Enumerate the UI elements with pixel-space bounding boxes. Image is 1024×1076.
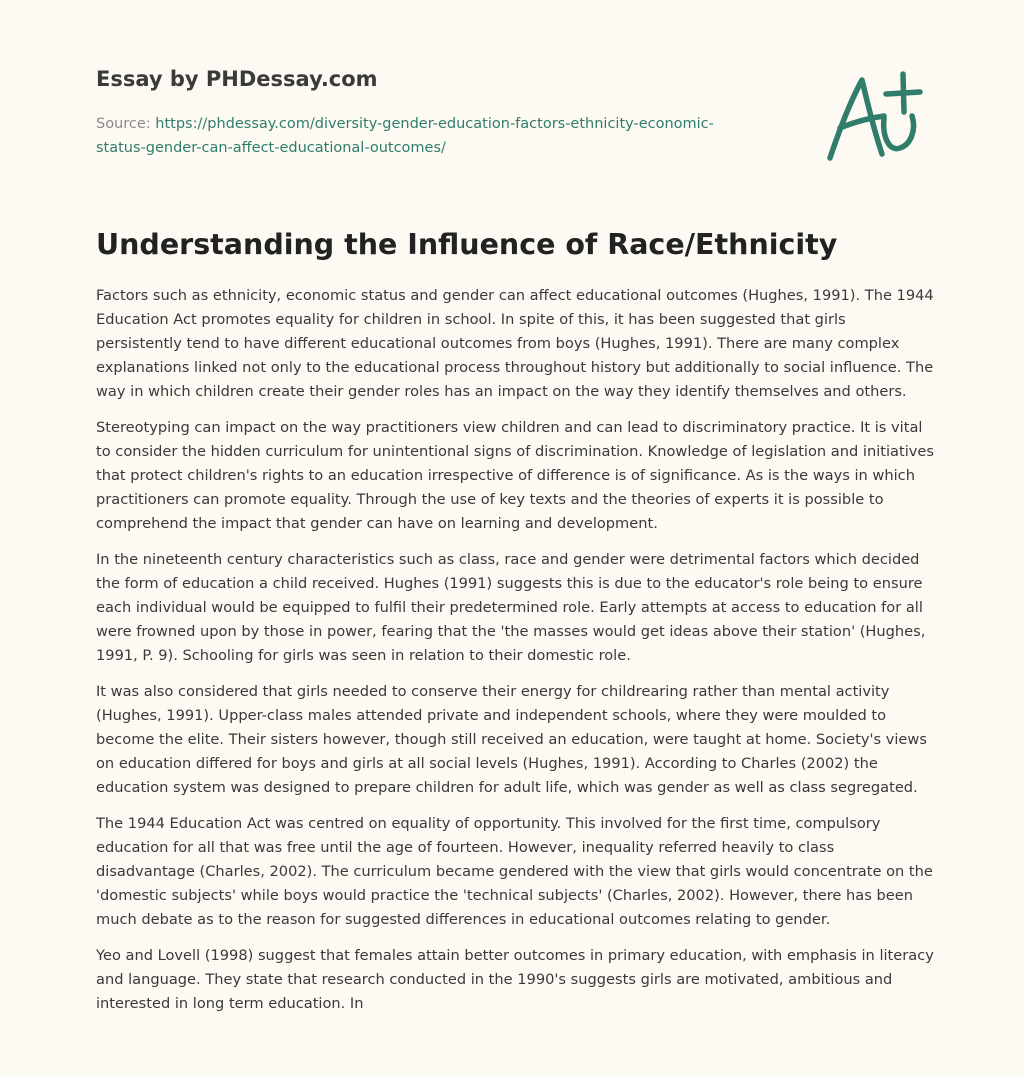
site-brand: Essay by PHDessay.com <box>96 67 378 91</box>
source-line <box>96 112 796 160</box>
source-link-line-2: status-gender-can-affect-educational-outcomes/ <box>96 140 446 156</box>
article-paragraph: Yeo and Lovell (1998) suggest that females attain better outcomes in primary education, with emphasis in literacy and language. They state that research conducted in the 1990's suggests girls are motivated, ambitious and interested in long term education. In <box>96 947 934 1012</box>
article-paragraph: Factors such as ethnicity, economic status and gender can affect educational outcomes (Hughes, 1991). The 1944 Education Act promotes equality for children in school. In spite of this, it has been suggested that girls persistently tend to have different educational outcomes from boys (Hughes, 1991). There are many complex explanations linked not only to the educational process throughout history but additionally to social influence. The way in which children create their gender roles has an impact on the way they identify themselves and others. <box>96 287 934 400</box>
article-title: Understanding the Influence of Race/Ethnicity <box>96 228 838 261</box>
article-body <box>96 284 934 1028</box>
article-paragraph: It was also considered that girls needed to conserve their energy for childrearing rather than mental activity (Hughes, 1991). Upper-class males attended private and independent schools, where they were moulded to become the elite. Their sisters however, though still received an education, were taught at home. Society's views on education differed for boys and girls at all social levels (Hughes, 1991). According to Charles (2002) the education system was designed to prepare children for adult life, which was gender as well as class segregated. <box>96 683 927 796</box>
source-link-line-1: https://phdessay.com/diversity-gender-education-factors-ethnicity-economic- <box>155 116 714 132</box>
article-paragraph: Stereotyping can impact on the way practitioners view children and can lead to discriminatory practice. It is vital to consider the hidden curriculum for unintentional signs of discrimination. Knowledge of legislation and initiatives that protect children's rights to an education irrespective of difference is of significance. As is the ways in which practitioners can promote equality. Through the use of key texts and the theories of experts it is possible to comprehend the impact that gender can have on learning and development. <box>96 419 934 532</box>
a-plus-grade-icon <box>820 66 930 166</box>
article-paragraph: The 1944 Education Act was centred on equality of opportunity. This involved for the first time, compulsory education for all that was free until the age of fourteen. However, inequality referred heavily to class disadvantage (Charles, 2002). The curriculum became gendered with the view that girls would concentrate on the 'domestic subjects' while boys would practice the 'technical subjects' (Charles, 2002). However, there has been much debate as to the reason for suggested differences in educational outcomes relating to gender. <box>96 815 933 928</box>
source-label: Source: <box>96 116 151 132</box>
source-link[interactable] <box>96 116 714 156</box>
article-paragraph: In the nineteenth century characteristics such as class, race and gender were detrimental factors which decided the form of education a child received. Hughes (1991) suggests this is due to the educator's role being to ensure each individual would be equipped to fulfil their predetermined role. Early attempts at access to education for all were frowned upon by those in power, fearing that the 'the masses would get ideas above their station' (Hughes, 1991, P. 9). Schooling for girls was seen in relation to their domestic role. <box>96 551 926 664</box>
page-header <box>96 62 796 160</box>
